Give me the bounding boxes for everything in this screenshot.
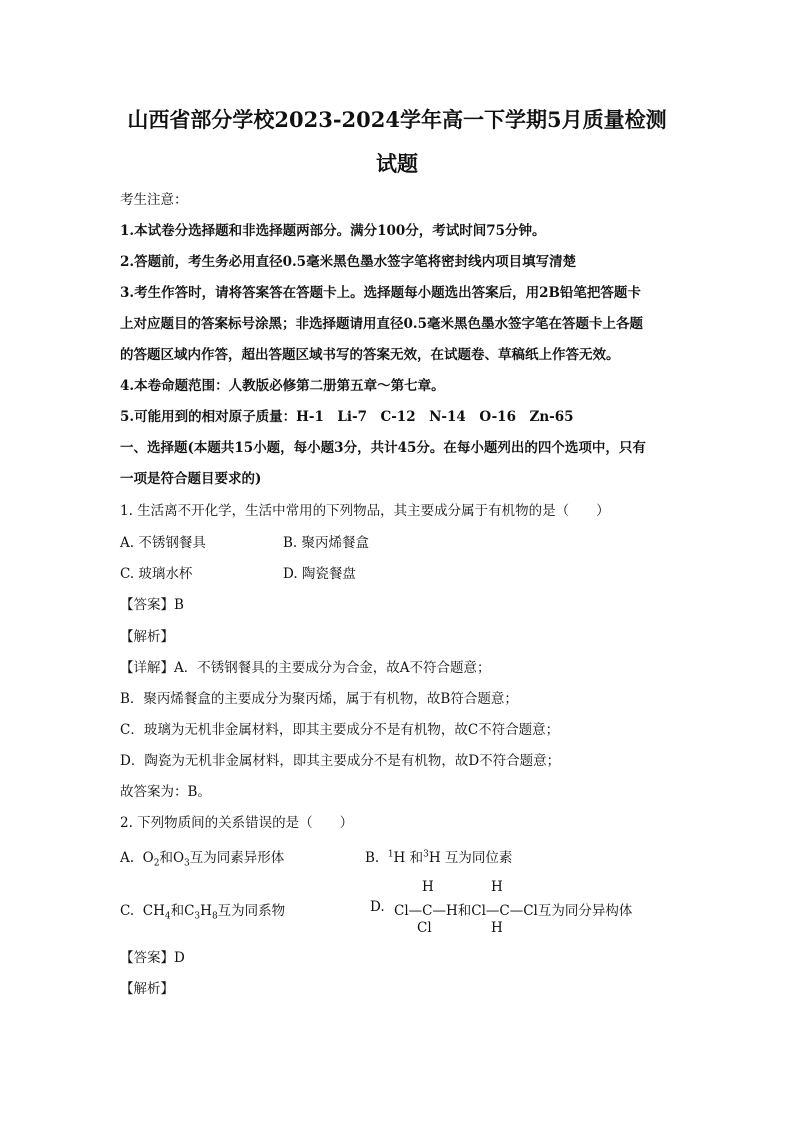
- notice-heading: 考生注意：: [120, 192, 188, 208]
- option-b-label: B.: [365, 850, 380, 866]
- question-1-conclusion: 故答案为：B。: [120, 784, 211, 800]
- subscript: 3: [184, 858, 190, 869]
- formula-h: H 和: [393, 850, 424, 866]
- question-1-detail-4: D．陶瓷为无机非金属材料，即其主要成分不是有机物，故D不符合题意；: [120, 753, 561, 769]
- option-a-text: 互为同素异形体: [189, 850, 285, 866]
- question-2-stem: 2. 下列物质间的关系错误的是（ ）: [120, 815, 354, 831]
- notice-item-3-cont: 上对应题目的答案标号涂黑；非选择题请用直径0.5毫米黑色墨水签字笔在答题卡上各题: [120, 316, 643, 332]
- subscript: 2: [153, 858, 160, 869]
- question-2-option-b: [365, 846, 512, 866]
- option-d-label: D.: [370, 899, 385, 915]
- formula-h: H: [200, 903, 212, 919]
- subscript: 3: [194, 911, 201, 922]
- page-title: 山西省部分学校2023-2024学年高一下学期5月质量检测: [127, 107, 667, 132]
- formula-ch: CH: [142, 903, 165, 919]
- question-1-analysis: 【解析】: [120, 629, 174, 645]
- superscript: 3: [423, 849, 429, 860]
- question-1-option-c: C. 玻璃水杯: [120, 566, 193, 582]
- question-1-option-d: D. 陶瓷餐盘: [283, 566, 356, 582]
- question-1-answer: 【答案】B: [120, 597, 184, 613]
- question-1-option-b: B. 聚丙烯餐盒: [283, 535, 370, 551]
- formula-and-o: 和O: [159, 850, 185, 866]
- notice-item-2: 2.答题前，考生务必用直径0.5毫米黑色墨水签字笔将密封线内项目填写清楚: [120, 254, 577, 270]
- option-c-text: 互为同系物: [217, 903, 286, 919]
- question-2-option-d: [370, 876, 670, 936]
- question-1-option-a: A. 不锈钢餐具: [120, 535, 206, 551]
- subscript: 8: [211, 911, 218, 922]
- notice-item-3: 3.考生作答时，请将答案答在答题卡上。选择题每小题选出答案后，用2B铅笔把答题卡: [120, 285, 641, 301]
- section-heading-cont: 一项是符合题目要求的): [120, 471, 262, 487]
- question-1-stem: 1. 生活离不开化学，生活中常用的下列物品，其主要成分属于有机物的是（ ）: [120, 503, 610, 519]
- question-1-detail-2: B．聚丙烯餐盒的主要成分为聚丙烯，属于有机物，故B符合题意；: [120, 691, 518, 707]
- formula-o: O: [142, 850, 154, 866]
- page-title-line2: 试题: [376, 151, 418, 176]
- section-heading: 一、选择题(本题共15小题，每小题3分，共计45分。在每小题列出的四个选项中，只有: [120, 440, 646, 456]
- structure-top-h: H: [491, 879, 503, 895]
- formula-and-c: 和C: [170, 903, 195, 919]
- superscript: 1: [387, 849, 394, 860]
- question-2-option-c: [120, 899, 285, 922]
- notice-item-5: 5.可能用到的相对原子质量：H-1 Li-7 C-12 N-14 O-16 Zn-65: [120, 409, 574, 425]
- question-2-analysis: 【解析】: [120, 981, 174, 997]
- option-a-label: A.: [120, 850, 135, 866]
- subscript: 4: [164, 911, 171, 922]
- question-1-detail-3: C．玻璃为无机非金属材料，即其主要成分不是有机物，故C不符合题意；: [120, 722, 560, 738]
- question-2-option-a: [120, 846, 284, 869]
- structure-top-h: H: [422, 879, 434, 895]
- structure-bottom-h: H: [491, 920, 503, 936]
- question-2-answer: 【答案】D: [120, 950, 185, 966]
- notice-item-4: 4.本卷命题范围：人教版必修第二册第五章～第七章。: [120, 378, 445, 394]
- notice-item-1: 1.本试卷分选择题和非选择题两部分。满分100分，考试时间75分钟。: [120, 223, 546, 239]
- question-1-detail-1: 【详解】A．不锈钢餐具的主要成分为合金，故A不符合题意；: [120, 660, 491, 676]
- notice-item-3-cont2: 的答题区域内作答，超出答题区域书写的答案无效，在试题卷、草稿纸上作答无效。: [120, 347, 620, 363]
- option-b-text: H 互为同位素: [428, 850, 513, 866]
- structure-bottom-cl: Cl: [417, 920, 432, 936]
- structure-formula: Cl—C—H和Cl—C—Cl互为同分异构体: [394, 903, 633, 919]
- option-c-label: C.: [120, 903, 135, 919]
